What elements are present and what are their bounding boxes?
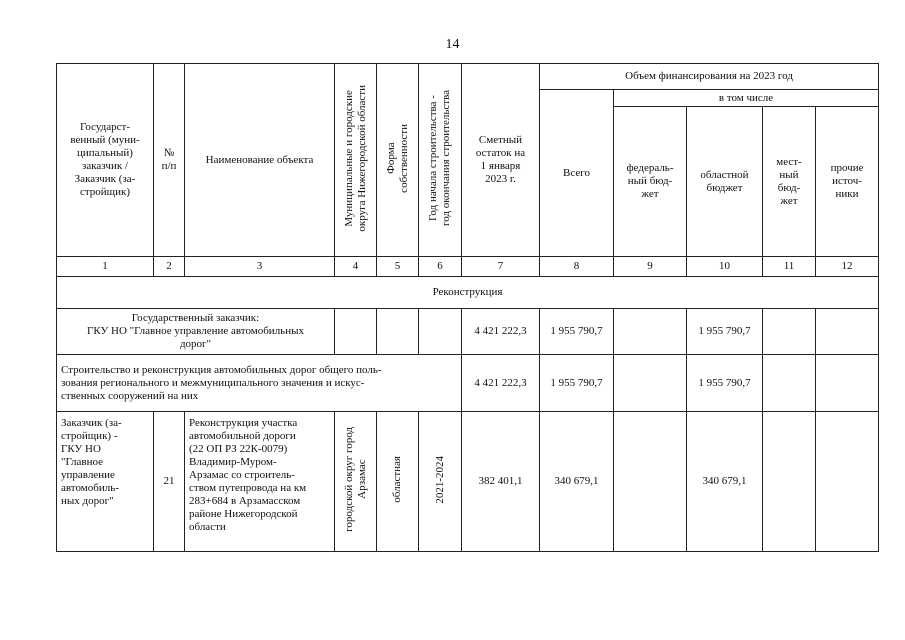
empty-cell xyxy=(419,309,462,355)
header-regional: областной бюджет xyxy=(687,107,763,257)
object-row-municipality: городской округ город Арзамас xyxy=(342,427,368,532)
financing-table xyxy=(56,63,879,552)
header-balance: Сметный остаток на 1 января 2023 г. xyxy=(462,64,540,257)
column-number: 6 xyxy=(419,257,462,277)
header-funding: Объем финансирования на 2023 год xyxy=(540,64,879,90)
header-total: Всего xyxy=(540,90,614,257)
column-number: 8 xyxy=(540,257,614,277)
customer-row-balance: 4 421 222,3 xyxy=(462,309,540,355)
header-municipality: Муниципальные и городские округа Нижегородской области xyxy=(342,84,368,232)
empty-cell xyxy=(614,309,687,355)
header-ownership: Форма собственности xyxy=(384,123,410,193)
object-row-years-cell xyxy=(419,412,462,552)
object-row-name: Реконструкция участка автомобильной дороги (22 ОП РЗ 22К-0079) Владимир-Муром- Арзамас со строитель- ством путепровода на км 283+684 в Арзамасском районе Нижегородской области xyxy=(185,412,335,552)
column-number: 10 xyxy=(687,257,763,277)
header-including: в том числе xyxy=(614,90,879,107)
object-row-number: 21 xyxy=(154,412,185,552)
column-number: 9 xyxy=(614,257,687,277)
program-row-total: 1 955 790,7 xyxy=(540,355,614,412)
object-row-balance: 382 401,1 xyxy=(462,412,540,552)
object-row-ownership: областная xyxy=(391,456,403,503)
customer-row-total: 1 955 790,7 xyxy=(540,309,614,355)
empty-cell xyxy=(763,412,816,552)
header-years-cell xyxy=(419,64,462,257)
empty-cell xyxy=(816,355,879,412)
empty-cell xyxy=(763,309,816,355)
header-ownership-cell xyxy=(377,64,419,257)
program-row-regional: 1 955 790,7 xyxy=(687,355,763,412)
header-object-name: Наименование объекта xyxy=(185,64,335,257)
program-row-balance: 4 421 222,3 xyxy=(462,355,540,412)
column-number: 11 xyxy=(763,257,816,277)
empty-cell xyxy=(816,412,879,552)
page-number: 14 xyxy=(445,37,460,52)
empty-cell xyxy=(377,309,419,355)
header-other: прочие источ- ники xyxy=(816,107,879,257)
header-years: Год начала строительства - год окончания строительства xyxy=(427,90,452,226)
column-number: 7 xyxy=(462,257,540,277)
header-local: мест- ный бюд- жет xyxy=(763,107,816,257)
object-row-regional: 340 679,1 xyxy=(687,412,763,552)
empty-cell xyxy=(614,412,687,552)
empty-cell xyxy=(816,309,879,355)
empty-cell xyxy=(614,355,687,412)
object-row-municipality-cell xyxy=(335,412,377,552)
section-title: Реконструкция xyxy=(57,277,879,309)
header-number: № п/п xyxy=(154,64,185,257)
column-number: 1 xyxy=(57,257,154,277)
customer-row-label: Государственный заказчик: ГКУ НО "Главное управление автомобильных дорог" xyxy=(57,309,335,355)
header-municipality-cell xyxy=(335,64,377,257)
object-row-years: 2021-2024 xyxy=(433,455,446,504)
header-federal: федераль- ный бюд- жет xyxy=(614,107,687,257)
column-number: 12 xyxy=(816,257,879,277)
customer-row-regional: 1 955 790,7 xyxy=(687,309,763,355)
empty-cell xyxy=(335,309,377,355)
column-number: 3 xyxy=(185,257,335,277)
object-row-ownership-cell xyxy=(377,412,419,552)
object-row-customer: Заказчик (за- стройщик) - ГКУ НО "Главное управление автомобиль- ных дорог" xyxy=(57,412,154,552)
column-number: 4 xyxy=(335,257,377,277)
column-number: 2 xyxy=(154,257,185,277)
object-row-total: 340 679,1 xyxy=(540,412,614,552)
program-row-label: Строительство и реконструкция автомобильных дорог общего поль- зования регионального и межмуниципального значения и искус- ственных сооружений на них xyxy=(57,355,462,412)
empty-cell xyxy=(763,355,816,412)
column-number: 5 xyxy=(377,257,419,277)
header-customer: Государст- венный (муни- ципальный) заказчик / Заказчик (за- стройщик) xyxy=(57,64,154,257)
